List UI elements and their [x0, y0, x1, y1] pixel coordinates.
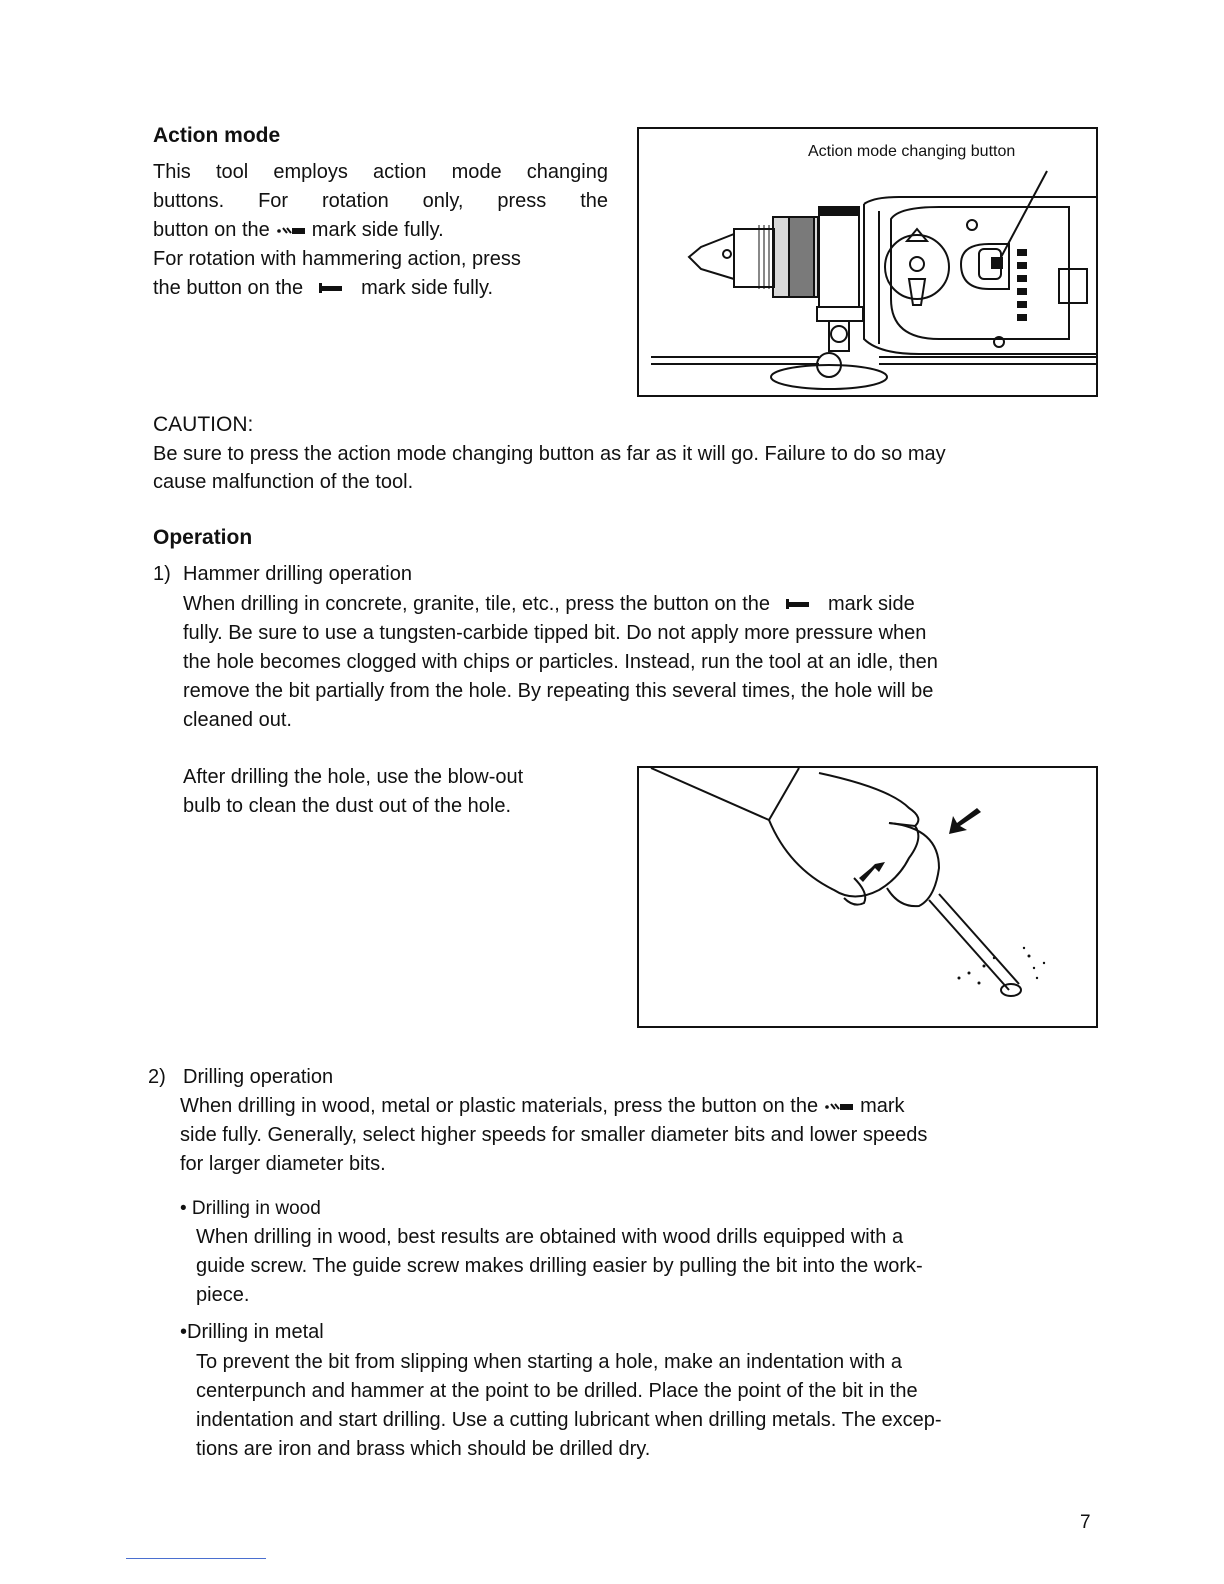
- drill-illustration: [639, 129, 1096, 395]
- item-2-line-3: for larger diameter bits.: [180, 1153, 386, 1175]
- caution-line-2: cause malfunction of the tool.: [153, 471, 414, 493]
- metal-line-1: To prevent the bit from slipping when starting a hole, make an indentation with a: [196, 1351, 902, 1373]
- action-mode-line-5: [153, 274, 493, 303]
- blowout-line-1: After drilling the hole, use the blow-out: [183, 766, 524, 788]
- caution-line-1: Be sure to press the action mode changing button as far as it will go. Failure to do so may: [153, 443, 946, 465]
- caution-heading: CAUTION:: [153, 413, 254, 436]
- item-2-line-1-start: When drilling in wood, metal or plastic materials, press the button on the: [180, 1095, 819, 1117]
- action-mode-line-3: [153, 216, 444, 245]
- blowout-bulb-illustration: [639, 768, 1096, 1026]
- action-mode-line-1: This tool employs action mode changing: [153, 161, 608, 183]
- action-mode-line-5-end: mark side fully.: [361, 277, 494, 299]
- item-1-line-5: cleaned out.: [183, 709, 292, 731]
- blowout-line-2: bulb to clean the dust out of the hole.: [183, 795, 512, 817]
- action-mode-heading: Action mode: [153, 124, 281, 147]
- action-mode-line-5-start: the button on the: [153, 277, 304, 299]
- wood-line-2: guide screw. The guide screw makes drilling easier by pulling the bit into the work-: [196, 1255, 923, 1277]
- item-2-title: Drilling operation: [183, 1066, 334, 1088]
- rotation-mark-icon: [824, 1099, 854, 1113]
- operation-heading: Operation: [153, 526, 253, 549]
- item-2-line-1: [180, 1092, 905, 1121]
- item-1-line-3: the hole becomes clogged with chips or particles. Instead, run the tool at an idle, then: [183, 651, 938, 673]
- item-1-title: Hammer drilling operation: [183, 563, 412, 585]
- rotation-mark-icon: [276, 223, 306, 237]
- item-1-line-4: remove the bit partially from the hole. By repeating this several times, the hole will be: [183, 680, 934, 702]
- action-mode-line-3-start: button on the: [153, 219, 270, 241]
- metal-line-4: tions are iron and brass which should be drilled dry.: [196, 1438, 651, 1460]
- item-2-line-2: side fully. Generally, select higher speeds for smaller diameter bits and lower speeds: [180, 1124, 928, 1146]
- metal-line-3: indentation and start drilling. Use a cutting lubricant when drilling metals. The excep-: [196, 1409, 942, 1431]
- wood-line-3: piece.: [196, 1284, 250, 1306]
- item-1-line-1-start: When drilling in concrete, granite, tile, etc., press the button on the: [183, 593, 770, 615]
- wood-title: • Drilling in wood: [180, 1198, 321, 1219]
- item-1-number: 1): [153, 563, 171, 585]
- metal-title: •Drilling in metal: [180, 1321, 324, 1343]
- action-mode-button-label: Action mode changing button: [808, 143, 1016, 160]
- metal-line-2: centerpunch and hammer at the point to be drilled. Place the point of the bit in the: [196, 1380, 918, 1402]
- item-2-line-1-end: mark: [860, 1095, 905, 1117]
- item-1-line-1-end: mark side: [828, 593, 915, 615]
- hammer-mark-icon: [784, 597, 814, 611]
- page-number: 7: [1080, 1512, 1091, 1533]
- blowout-bulb-figure: [637, 766, 1098, 1028]
- action-mode-line-4: For rotation with hammering action, press: [153, 248, 521, 270]
- wood-line-1: When drilling in wood, best results are obtained with wood drills equipped with a: [196, 1226, 904, 1248]
- drill-figure: [637, 127, 1098, 397]
- item-1-line-2: fully. Be sure to use a tungsten-carbide tipped bit. Do not apply more pressure when: [183, 622, 927, 644]
- action-mode-line-2: buttons. For rotation only, press the: [153, 190, 608, 212]
- item-2-number: 2): [148, 1066, 166, 1088]
- footer-rule: [126, 1558, 266, 1559]
- item-1-line-1: [183, 590, 915, 619]
- hammer-mark-icon: [317, 281, 347, 295]
- action-mode-line-3-end: mark side fully.: [311, 219, 444, 241]
